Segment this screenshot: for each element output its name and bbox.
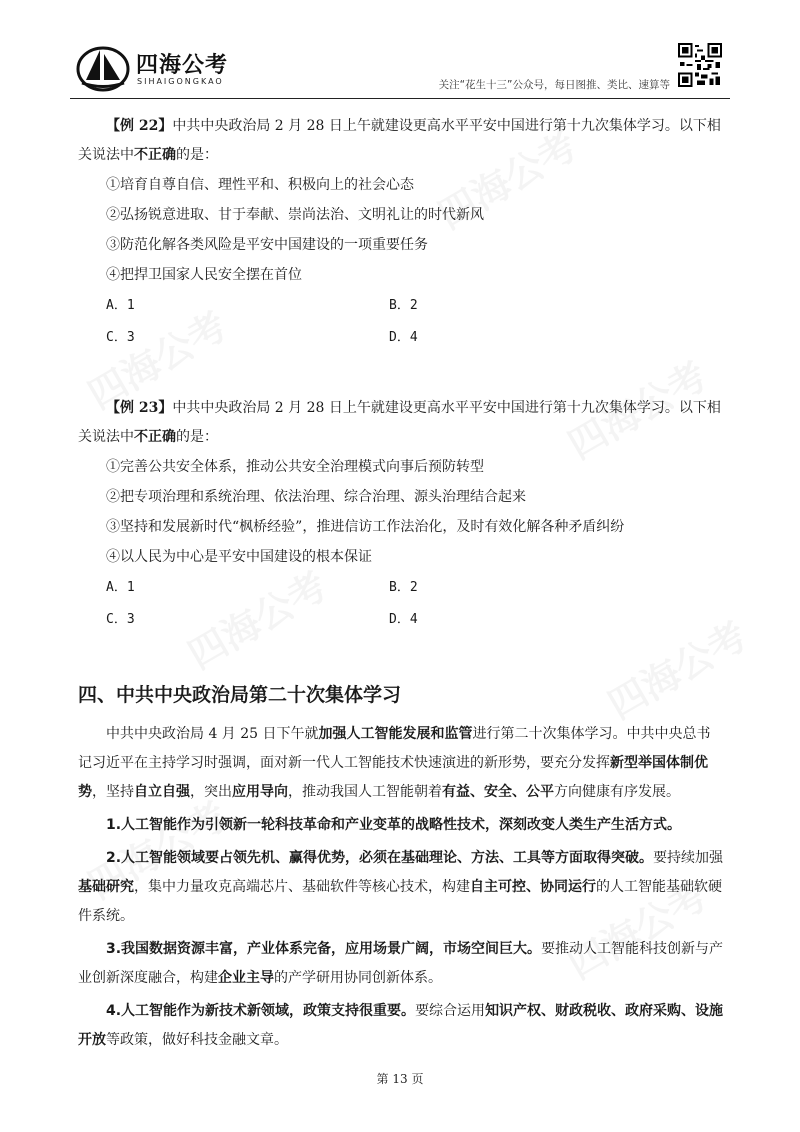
question-label: 【例 23】 [106,400,173,416]
option-c: C．3 [106,612,135,627]
header-divider [70,98,730,99]
page-number: 第 13 页 [376,1072,424,1086]
statement-item: ②弘扬锐意进取、甘于奉献、崇尚法治、文明礼让的时代新风 [106,207,484,223]
brand-subtitle: SIHAIGONGKAO [137,77,224,86]
options-row [78,604,724,636]
question-label: 【例 22】 [106,118,173,134]
key-point-2: 2.人工智能领域要占领先机、赢得优势，必须在基础理论、方法、工具等方面取得突破。要持续加强基础研究，集中力量攻克高端芯片、基础软件等核心技术，构建自主可控、协同运行的人工智能基础软硬件系统。 [78,850,724,924]
key-point-4: 4.人工智能作为新技术新领域，政策支持很重要。要综合运用知识产权、财政税收、政府采购、设施开放等政策，做好科技金融文章。 [78,1003,724,1048]
question-22 [78,112,724,354]
statement-item: ①培育自尊自信、理性平和、积极向上的社会心态 [106,177,414,193]
brand-name: 四海公考 [136,53,229,78]
statement-item: ④以人民为中心是平安中国建设的根本保证 [106,549,372,565]
options-row [78,572,724,604]
key-point-1: 1.人工智能作为引领新一轮科技革命和产业变革的战略性技术，深刻改变人类生产生活方式。 [106,817,682,833]
option-a: A．1 [106,580,135,595]
option-d: D．4 [389,612,418,627]
option-b: B．2 [389,580,418,595]
statement-item: ④把捍卫国家人民安全摆在首位 [106,267,302,283]
section-heading: 四、中共中央政治局第二十次集体学习 [78,684,402,706]
question-stem: 【例 22】中共中央政治局 2 月 28 日上午就建设更高水平平安中国进行第十九次集体学习。以下相关说法中不正确的是： [78,118,721,163]
section-intro: 中共中央政治局 4 月 25 日下午就加强人工智能发展和监管进行第二十次集体学习。中共中央总书记习近平在主持学习时强调，面对新一代人工智能技术快速演进的新形势，要充分发挥新型举国体制优势，坚持自立自强，突出应用导向，推动我国人工智能朝着有益、安全、公平方向健康有序发展。 [78,726,711,800]
page-header [70,34,730,100]
option-a: A．1 [106,298,135,313]
sailboat-logo-icon [76,42,130,92]
option-d: D．4 [389,330,418,345]
option-c: C．3 [106,330,135,345]
statement-item: ①完善公共安全体系，推动公共安全治理模式向事后预防转型 [106,459,484,475]
options-row [78,290,724,322]
options-row [78,322,724,354]
statement-item: ②把专项治理和系统治理、依法治理、综合治理、源头治理结合起来 [106,489,526,505]
question-stem: 【例 23】中共中央政治局 2 月 28 日上午就建设更高水平平安中国进行第十九次集体学习。以下相关说法中不正确的是： [78,400,721,445]
option-b: B．2 [389,298,418,313]
page-content [78,112,724,1055]
statement-item: ③坚持和发展新时代“枫桥经验”，推进信访工作法治化，及时有效化解各种矛盾纠纷 [106,519,625,535]
header-tagline: 关注“花生十三”公众号，每日图推、类比、速算等 [438,79,670,91]
question-23 [78,394,724,636]
qr-code-icon [678,43,722,87]
statement-item: ③防范化解各类风险是平安中国建设的一项重要任务 [106,237,428,253]
key-point-3: 3.我国数据资源丰富，产业体系完备，应用场景广阔，市场空间巨大。要推动人工智能科技创新与产业创新深度融合，构建企业主导的产学研用协同创新体系。 [78,941,724,986]
